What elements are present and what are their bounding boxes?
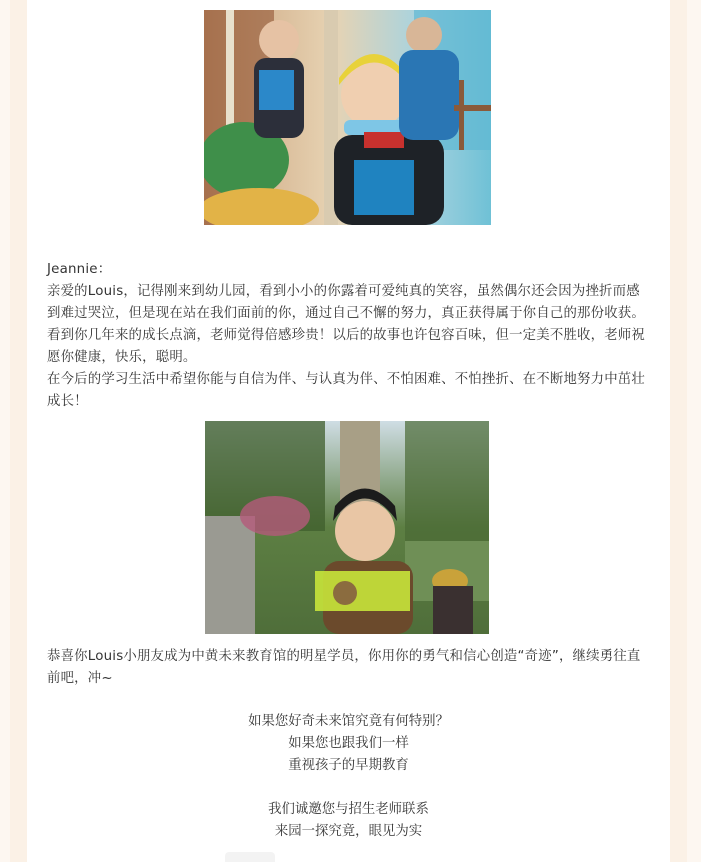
next-image-edge: [225, 852, 275, 862]
right-margin: [687, 0, 701, 862]
congrats-text: [47, 646, 652, 690]
letter-text: [47, 259, 652, 413]
invitation-block-2: [27, 799, 670, 843]
photo-icon: [205, 421, 489, 634]
letter-paragraph-2: 在今后的学习生活中希望你能与自信为伴、与认真为伴、不怕困难、不怕挫折、在不断地努力中茁壮成长！: [47, 372, 645, 409]
invitation-line-1: 如果您好奇未来馆究竟有何特别？: [248, 714, 449, 729]
invitation-line-5: 来园一探究竟，眼见为实: [274, 824, 423, 839]
park-photo[interactable]: [205, 421, 489, 634]
congrats-paragraph: 恭喜你Louis小朋友成为中黄未来教育馆的明星学员，你用你的勇气和信心创造“奇迹”，继续勇往直前吧，冲~: [47, 649, 641, 686]
invitation-line-2: 如果您也跟我们一样: [288, 736, 409, 751]
invitation-block-1: [27, 711, 670, 777]
carousel-photo[interactable]: [204, 10, 491, 225]
article-card: [27, 0, 670, 862]
letter-salutation: Jeannie：: [47, 262, 112, 277]
letter-paragraph-1: 亲爱的Louis，记得刚来到幼儿园，看到小小的你露着可爱纯真的笑容，虽然偶尔还会因为挫折而感到难过哭泣，但是现在站在我们面前的你，通过自己不懈的努力，真正获得属于你自己的那份收获。看到你几年来的成长点滴，老师觉得倍感珍贵！以后的故事也许包容百味，但一定美不胜收，老师祝愿你健康，快乐，聪明。: [47, 284, 645, 365]
left-margin: [0, 0, 10, 862]
invitation-line-3: 重视孩子的早期教育: [288, 758, 409, 773]
photo-icon: [204, 10, 491, 225]
invitation-line-4: 我们诚邀您与招生老师联系: [268, 802, 429, 817]
